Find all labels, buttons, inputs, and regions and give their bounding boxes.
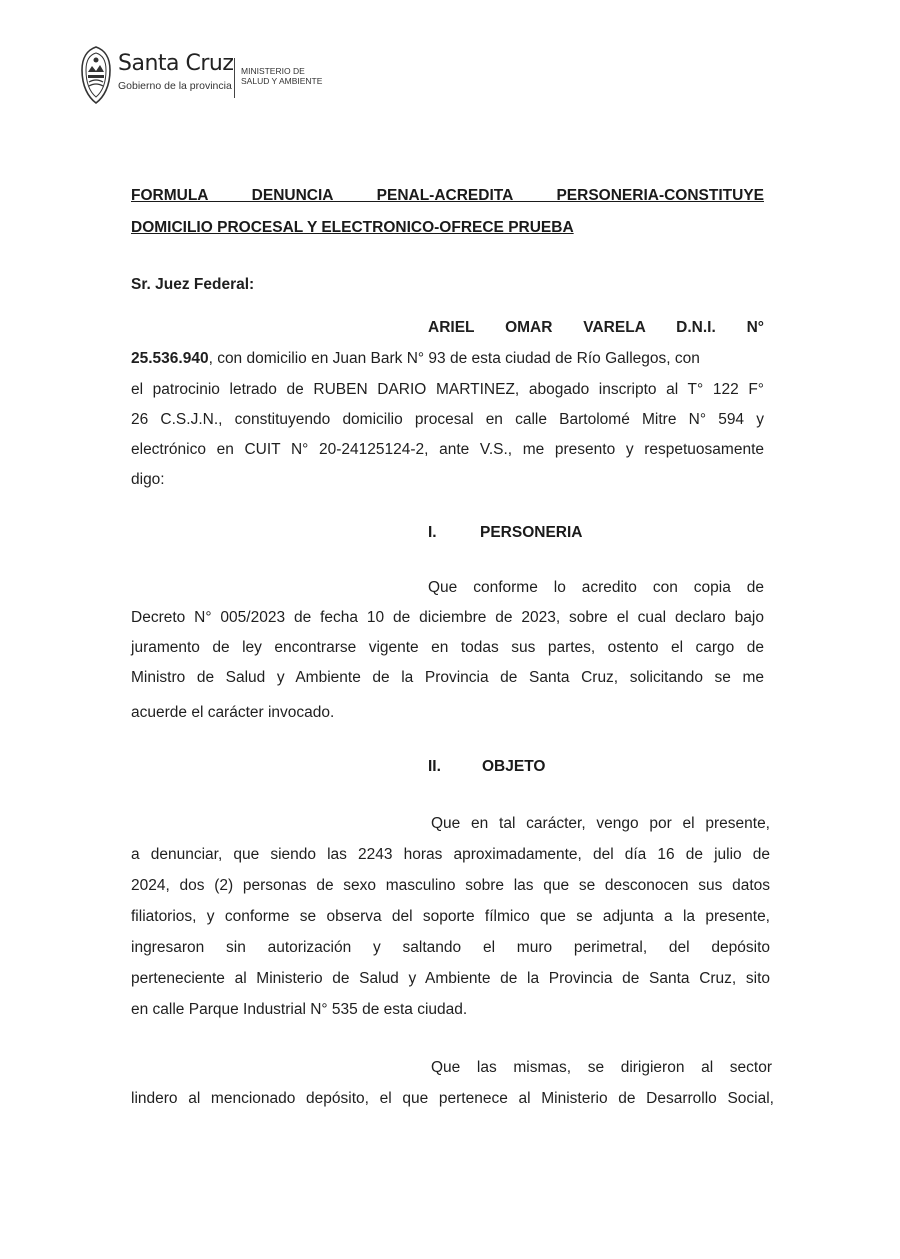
objeto-para2-line-2: lindero al mencionado depósito, el que pertenece al Ministerio de Desarrollo Social, bbox=[131, 1090, 774, 1107]
section-title: PERSONERIA bbox=[480, 524, 583, 541]
brand-name: Santa Cruz bbox=[118, 51, 234, 76]
ministry-label bbox=[241, 66, 322, 86]
section-number: I. bbox=[428, 524, 437, 541]
intro-line-3: 26 C.S.J.N., constituyendo domicilio procesal en calle Bartolomé Mitre N° 594 y bbox=[131, 411, 764, 428]
brand-subtitle: Gobierno de la provincia bbox=[118, 80, 232, 92]
intro-line-2: el patrocinio letrado de RUBEN DARIO MARTINEZ, abogado inscripto al T° 122 F° bbox=[131, 381, 764, 398]
brand-block bbox=[118, 52, 233, 92]
section-objeto-heading bbox=[428, 757, 628, 777]
intro-line-1 bbox=[131, 349, 700, 369]
objeto-line-1: Que en tal carácter, vengo por el presente, bbox=[431, 815, 770, 832]
dni-number: 25.536.940 bbox=[131, 350, 209, 367]
objeto-line-7: en calle Parque Industrial N° 535 de esta ciudad. bbox=[131, 1001, 468, 1018]
objeto-line-3: 2024, dos (2) personas de sexo masculino sobre las que se desconocen sus datos bbox=[131, 877, 770, 894]
ministry-line-2: SALUD Y AMBIENTE bbox=[241, 76, 323, 86]
objeto-line-2: a denunciar, que siendo las 2243 horas aproximadamente, del día 16 de julio de bbox=[131, 846, 770, 863]
personeria-line-5: acuerde el carácter invocado. bbox=[131, 704, 335, 721]
section-personeria-heading bbox=[428, 523, 628, 543]
section-number: II. bbox=[428, 758, 441, 775]
letterhead-divider bbox=[234, 58, 235, 98]
personeria-line-2: Decreto N° 005/2023 de fecha 10 de diciembre de 2023, sobre el cual declaro bajo bbox=[131, 609, 764, 626]
objeto-para2-line-1: Que las mismas, se dirigieron al sector bbox=[431, 1059, 772, 1076]
document-title-line-1: FORMULA DENUNCIA PENAL-ACREDITA PERSONERIA-CONSTITUYE bbox=[131, 187, 764, 204]
intro-line-4: electrónico en CUIT N° 20-24125124-2, ante V.S., me presento y respetuosamente bbox=[131, 441, 764, 458]
section-title: OBJETO bbox=[482, 758, 546, 775]
document-title-line-2: DOMICILIO PROCESAL Y ELECTRONICO-OFRECE PRUEBA bbox=[131, 219, 574, 236]
intro-line-5: digo: bbox=[131, 471, 165, 488]
personeria-line-1: Que conforme lo acredito con copia de bbox=[428, 579, 764, 596]
objeto-line-6: perteneciente al Ministerio de Salud y Ambiente de la Provincia de Santa Cruz, sito bbox=[131, 970, 770, 987]
intro-line-1-rest: , con domicilio en Juan Bark N° 93 de esta ciudad de Río Gallegos, con bbox=[208, 350, 700, 367]
objeto-line-4: filiatorios, y conforme se observa del soporte fílmico que se adjunta a la presente, bbox=[131, 908, 770, 925]
objeto-line-5: ingresaron sin autorización y saltando el muro perimetral, del depósito bbox=[131, 939, 770, 956]
personeria-line-4: Ministro de Salud y Ambiente de la Provincia de Santa Cruz, solicitando se me bbox=[131, 669, 764, 686]
intro-name-dni: ARIEL OMAR VARELA D.N.I. N° bbox=[428, 319, 764, 336]
letterhead bbox=[78, 42, 378, 112]
ministry-line-1: MINISTERIO DE bbox=[241, 66, 305, 76]
salutation: Sr. Juez Federal: bbox=[131, 276, 255, 293]
provincial-seal-icon bbox=[78, 44, 114, 106]
personeria-line-3: juramento de ley encontrarse vigente en todas sus partes, ostento el cargo de bbox=[131, 639, 764, 656]
